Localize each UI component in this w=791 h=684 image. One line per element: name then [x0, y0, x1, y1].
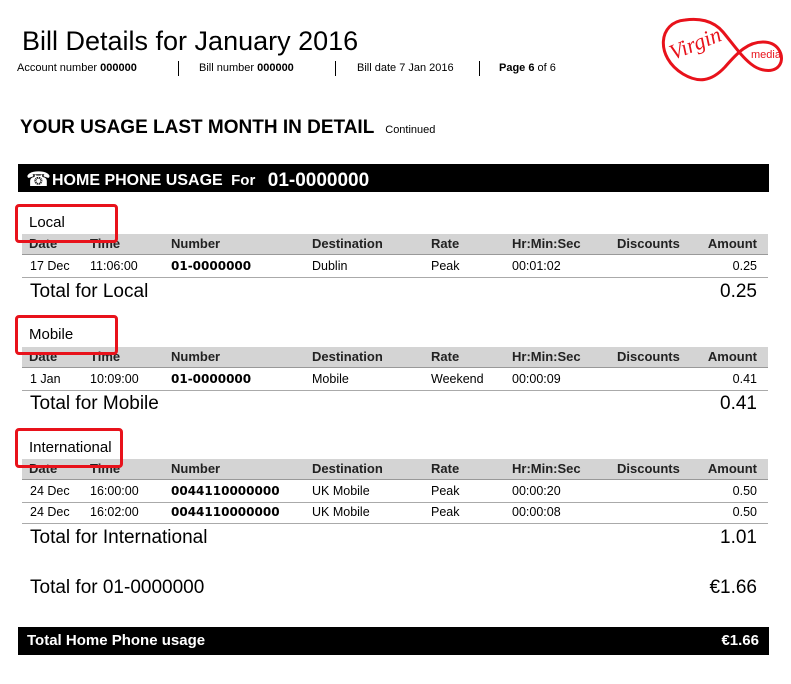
account-number: [17, 62, 137, 74]
col-date: Date: [29, 349, 58, 364]
footer-total-value: €1.66: [721, 632, 759, 649]
cell-amount: 0.41: [732, 372, 757, 386]
cell-date: 17 Dec: [30, 259, 70, 273]
table-header: [22, 234, 768, 255]
number-total-value: €1.66: [709, 577, 757, 598]
highlight-box-local: [15, 204, 118, 243]
meta-separator: [335, 61, 336, 76]
col-destination: Destination: [312, 461, 383, 476]
usage-label-text: HOME PHONE USAGE: [52, 172, 223, 189]
col-time: Time: [90, 349, 121, 364]
cell-number: 0044110000000: [171, 484, 280, 498]
total-label: Total for Mobile: [30, 393, 159, 414]
group-title-international: International: [29, 439, 112, 456]
col-duration: Hr:Min:Sec: [512, 461, 581, 476]
bill-date: Bill date 7 Jan 2016: [357, 62, 454, 74]
highlight-box-international: [15, 428, 123, 468]
col-discounts: Discounts: [617, 349, 680, 364]
highlight-box-mobile: [15, 315, 118, 355]
cell-rate: Peak: [431, 259, 460, 273]
cell-number: 01-0000000: [171, 259, 252, 273]
account-number-label: Account number: [17, 62, 98, 74]
home-phone-usage-label: [52, 169, 369, 191]
cell-destination: UK Mobile: [312, 484, 370, 498]
home-phone-usage-bar: [18, 164, 769, 192]
group-title-local: Local: [29, 214, 65, 231]
cell-destination: UK Mobile: [312, 505, 370, 519]
logo-text-virgin: Virgin: [665, 21, 725, 65]
cell-time: 10:09:00: [90, 372, 139, 386]
telephone-icon: ☎: [26, 169, 51, 191]
cell-time: 16:00:00: [90, 484, 139, 498]
total-value: 0.41: [720, 393, 757, 414]
cell-time: 16:02:00: [90, 505, 139, 519]
col-discounts: Discounts: [617, 461, 680, 476]
meta-separator: [479, 61, 480, 76]
usage-for-text: For: [231, 172, 256, 189]
col-duration: Hr:Min:Sec: [512, 236, 581, 251]
logo-text-media: media: [751, 49, 781, 61]
page-current: 6: [528, 62, 535, 74]
page-title: Bill Details for January 2016: [22, 26, 359, 56]
table-header: [22, 459, 768, 480]
cell-number: 0044110000000: [171, 505, 280, 519]
cell-destination: Mobile: [312, 372, 349, 386]
meta-separator: [178, 61, 179, 76]
usage-phone-number: 01-0000000: [267, 170, 370, 191]
total-value: 0.25: [720, 281, 757, 302]
group-title-mobile: Mobile: [29, 326, 74, 343]
col-date: Date: [29, 236, 58, 251]
col-number: Number: [171, 236, 221, 251]
cell-rate: Weekend: [431, 372, 484, 386]
cell-amount: 0.25: [732, 259, 757, 273]
table-header: [22, 347, 768, 368]
col-date: Date: [29, 461, 58, 476]
cell-date: 24 Dec: [30, 484, 70, 498]
col-destination: Destination: [312, 349, 383, 364]
bill-number-value: 000000: [257, 62, 294, 74]
table-row: [22, 369, 768, 391]
cell-date: 24 Dec: [30, 505, 70, 519]
section-title-text: YOUR USAGE LAST MONTH IN DETAIL: [20, 117, 374, 138]
col-discounts: Discounts: [617, 236, 680, 251]
total-home-phone-usage-bar: [18, 627, 769, 655]
col-time: Time: [90, 236, 121, 251]
section-title: [20, 117, 435, 139]
cell-amount: 0.50: [732, 505, 757, 519]
cell-number: 01-0000000: [171, 372, 252, 386]
col-time: Time: [90, 461, 121, 476]
number-total-label: Total for 01-0000000: [30, 577, 205, 598]
account-number-value: 000000: [100, 62, 137, 74]
cell-duration: 00:00:08: [512, 505, 561, 519]
cell-duration: 00:01:02: [512, 259, 561, 273]
col-number: Number: [171, 349, 221, 364]
bill-number-label: Bill number: [199, 62, 255, 74]
cell-rate: Peak: [431, 505, 460, 519]
cell-duration: 00:00:20: [512, 484, 561, 498]
col-destination: Destination: [312, 236, 383, 251]
continued-label: Continued: [385, 124, 436, 136]
cell-amount: 0.50: [732, 484, 757, 498]
cell-destination: Dublin: [312, 259, 348, 273]
page-indicator: [499, 62, 556, 74]
table-row: [22, 481, 768, 503]
col-amount: Amount: [707, 461, 757, 476]
col-number: Number: [171, 461, 221, 476]
page-label: Page: [499, 62, 526, 74]
cell-duration: 00:00:09: [512, 372, 561, 386]
cell-rate: Peak: [431, 484, 460, 498]
page-of: of 6: [537, 62, 556, 74]
col-amount: Amount: [707, 349, 757, 364]
col-rate: Rate: [431, 349, 460, 364]
col-duration: Hr:Min:Sec: [512, 349, 581, 364]
total-label: Total for International: [30, 527, 208, 548]
bill-number: [199, 62, 294, 74]
col-amount: Amount: [707, 236, 757, 251]
col-rate: Rate: [431, 236, 460, 251]
virgin-media-logo: [653, 12, 788, 87]
table-row: [22, 502, 768, 524]
total-value: 1.01: [720, 527, 757, 548]
total-label: Total for Local: [30, 281, 149, 302]
table-row: [22, 256, 768, 278]
cell-time: 11:06:00: [90, 259, 138, 273]
cell-date: 1 Jan: [30, 372, 61, 386]
footer-total-label: Total Home Phone usage: [27, 632, 206, 649]
col-rate: Rate: [431, 461, 460, 476]
